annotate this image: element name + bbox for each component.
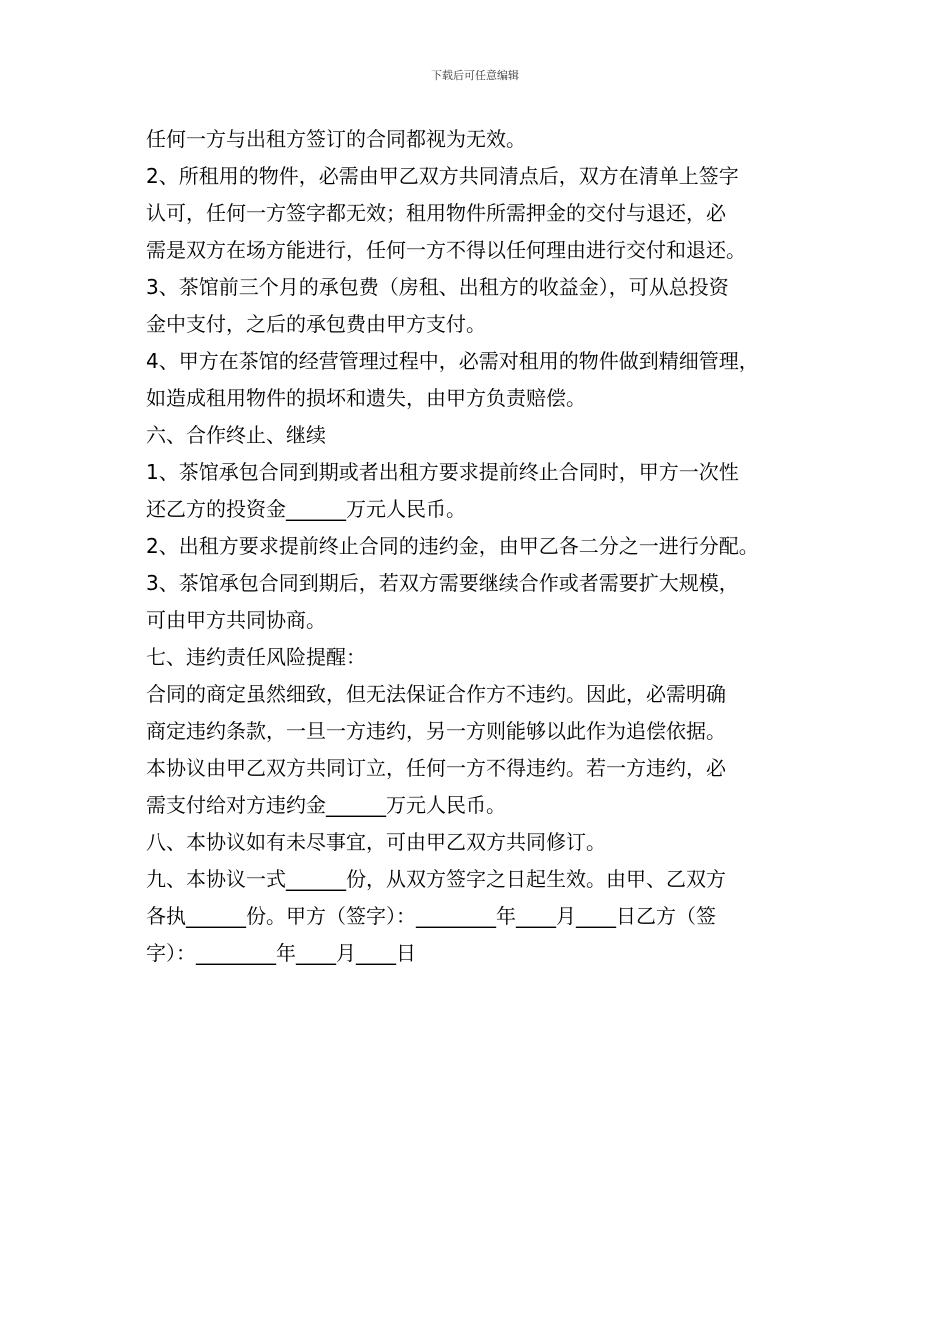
text-line: 还乙方的投资金______万元人民币。 xyxy=(146,497,466,521)
section-heading: 九、本协议一式______份，从双方签字之日起生效。由甲、乙双方 xyxy=(146,867,726,891)
text-line: 金中支付，之后的承包费由甲方支付。 xyxy=(146,312,486,336)
text-line: 3、茶馆承包合同到期后，若双方需要继续合作或者需要扩大规模， xyxy=(146,571,739,595)
text-line: 合同的商定虽然细致，但无法保证合作方不违约。因此，必需明确 xyxy=(146,682,726,706)
text-line: 字）：________年____月____日 xyxy=(146,941,416,965)
text-line: 认可，任何一方签字都无效；租用物件所需押金的交付与退还，必 xyxy=(146,201,726,225)
section-heading: 七、违约责任风险提醒： xyxy=(146,645,366,669)
section-heading: 八、本协议如有未尽事宜，可由甲乙双方共同修订。 xyxy=(146,830,606,854)
text-line: 本协议由甲乙双方共同订立，任何一方不得违约。若一方违约，必 xyxy=(146,756,726,780)
text-line: 可由甲方共同协商。 xyxy=(146,608,326,632)
text-line: 3、茶馆前三个月的承包费（房租、出租方的收益金），可从总投资 xyxy=(146,275,729,299)
text-line: 任何一方与出租方签订的合同都视为无效。 xyxy=(146,127,526,151)
contract-body xyxy=(146,121,826,972)
text-line: 需是双方在场方能进行，任何一方不得以任何理由进行交付和退还。 xyxy=(146,238,746,262)
text-line: 2、所租用的物件，必需由甲乙双方共同清点后，双方在清单上签字 xyxy=(146,164,739,188)
header-note: 下载后可任意编辑 xyxy=(431,69,519,82)
text-line: 各执______份。甲方（签字）：________年____月____日乙方（签 xyxy=(146,904,716,928)
text-line: 商定违约条款，一旦一方违约，另一方则能够以此作为追偿依据。 xyxy=(146,719,726,743)
text-line: 需支付给对方违约金______万元人民币。 xyxy=(146,793,506,817)
text-line: 2、出租方要求提前终止合同的违约金，由甲乙各二分之一进行分配。 xyxy=(146,534,759,558)
text-line: 1、茶馆承包合同到期或者出租方要求提前终止合同时，甲方一次性 xyxy=(146,460,739,484)
section-heading: 六、合作终止、继续 xyxy=(146,423,326,447)
text-line: 如造成租用物件的损坏和遗失，由甲方负责赔偿。 xyxy=(146,386,586,410)
text-line: 4、甲方在茶馆的经营管理过程中，必需对租用的物件做到精细管理， xyxy=(146,349,759,373)
